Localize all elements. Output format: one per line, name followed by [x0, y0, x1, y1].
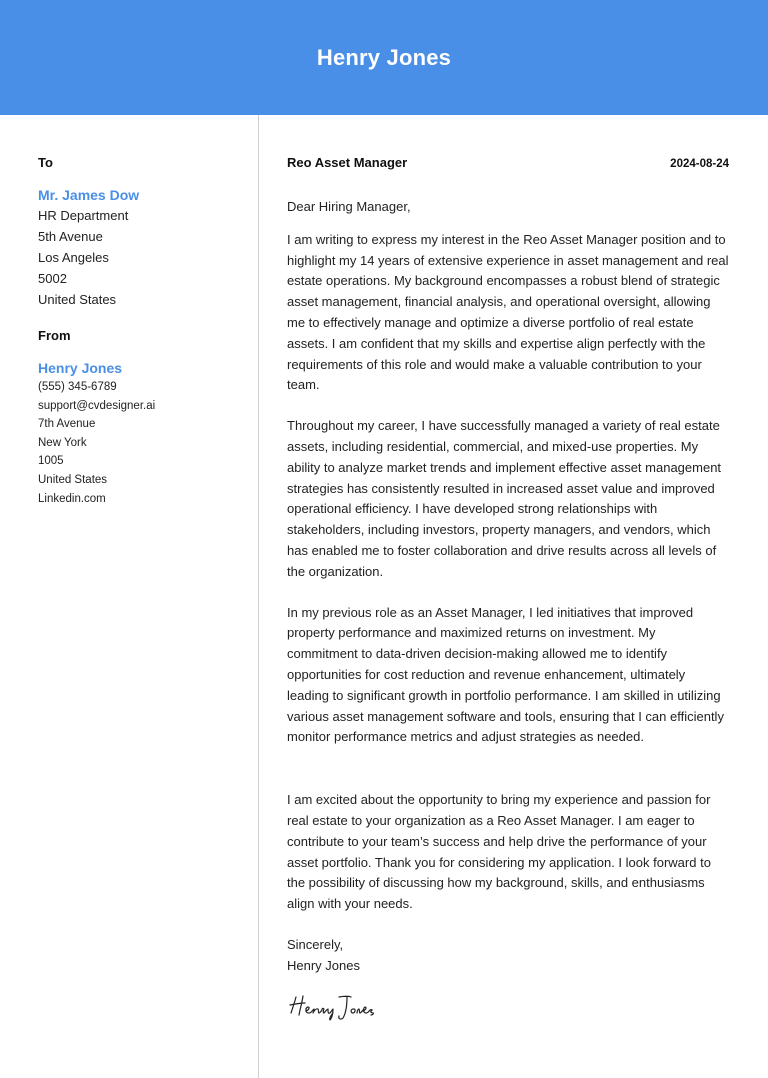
from-label: From [38, 328, 71, 343]
recipient-postal-code: 5002 [38, 271, 67, 286]
sender-linkedin: Linkedin.com [38, 492, 106, 505]
paragraph-intro: I am writing to express my interest in the Reo Asset Manager position and to highlight my 14 years of extensive experience in asset management and real estate operations. My background encompasses a robust blend of strategic asset management, financial analysis, and operational oversight, allowing me to effectively manage and optimize a diverse portfolio of real estate assets. I am confident that my skills and expertise align perfectly with the requirements of this role and would make a valuable contribution to your team. [287, 231, 729, 393]
letter-date: 2024-08-24 [670, 158, 729, 170]
closing-salutation: Sincerely, [287, 936, 344, 952]
column-divider [258, 115, 259, 1078]
header-banner [0, 0, 768, 115]
signoff-name: Henry Jones [287, 957, 360, 973]
applicant-name: Henry Jones [316, 44, 452, 70]
sender-city: New York [38, 436, 87, 449]
sender-phone: (555) 345-6789 [38, 381, 117, 393]
letter-title-row [287, 155, 729, 170]
sender-name: Henry Jones [38, 360, 123, 376]
greeting: Dear Hiring Manager, [287, 199, 411, 214]
handwritten-signature [287, 991, 729, 1021]
recipient-department: HR Department [38, 208, 129, 223]
recipient-city: Los Angeles [38, 250, 109, 265]
paragraph-experience: Throughout my career, I have successfully managed a variety of real estate assets, including residential, commercial, and mixed-use properties. My ability to analyze market trends and implement effective asset management strategies has consistently resulted in increased asset value and improved operational efficiency. I have developed strong relationships with stakeholders, including investors, property managers, and vendors, which has enabled me to foster collaboration and drive results across all levels of the organization. [287, 418, 722, 579]
recipient-street: 5th Avenue [38, 229, 103, 244]
signature-graphic [287, 991, 387, 1021]
sender-postal-code: 1005 [38, 455, 64, 468]
recipient-name: Mr. James Dow [38, 187, 140, 203]
sidebar [38, 155, 243, 505]
letter-body [287, 155, 729, 1021]
recipient-country: United States [38, 292, 117, 307]
sender-block [38, 328, 155, 508]
to-label: To [38, 155, 53, 170]
paragraph-closing: I am excited about the opportunity to bring my experience and passion for real estate to your organization as a Reo Asset Manager. I am eager to contribute to your team’s success and help drive the performance of your asset portfolio. Thank you for considering my application. I look forward to the possibility of discussing how my background, skills, and enthusiasms align with your needs. [287, 792, 711, 912]
recipient-block [38, 155, 243, 310]
paragraph-previous-role: In my previous role as an Asset Manager, I led initiatives that improved property performance and maximized returns on investment. My commitment to data-driven decision-making allowed me to identify opportunities for cost reduction and revenue enhancement, ultimately leading to significant growth in portfolio performance. I am skilled in utilizing various asset management software and tools, ensuring that I can efficiently monitor performance metrics and adjust strategies as needed. [287, 604, 724, 745]
sender-country: United States [38, 473, 108, 486]
sender-email: support@cvdesigner.ai [38, 399, 156, 412]
job-title: Reo Asset Manager [287, 155, 408, 170]
sender-street: 7th Avenue [38, 418, 96, 431]
